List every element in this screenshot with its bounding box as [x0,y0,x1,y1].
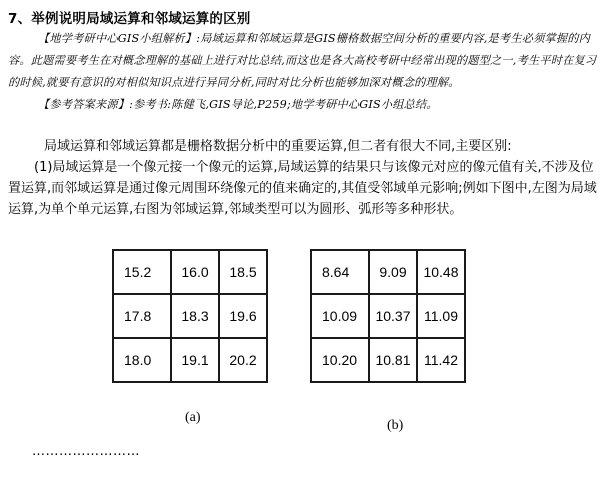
grid-cell: 20.2 [219,338,267,382]
grid-cell: 9.09 [369,250,417,294]
answer-intro: 局域运算和邻域运算都是栅格数据分析中的重要运算,但二者有很大不同,主要区别: [44,139,512,154]
figure-b-grid [310,249,466,383]
grid-row [113,250,267,294]
grid-cell: 8.64 [311,250,369,294]
grid-cell: 11.09 [417,294,465,338]
grid-cell: 18.5 [219,250,267,294]
analysis-label: 【地学考研中心GIS小组解析】: [38,32,201,45]
analysis-text: 局域运算和邻域运算是GIS栅格数据空间分析的重要内容,是考生必须掌握的内容。此题需要考生在对概念理解的基础上进行对比总结,而这也是各大高校考研中经常出现的题型之一,考生平时在复习的时候,就要有意识的对相似知识点进行异同分析,同时对比分析也能够加深对概念的理解。 [8,32,597,89]
grid-cell: 10.20 [311,338,369,382]
grid-cell: 17.8 [113,294,171,338]
figure-a-caption: (a) [185,410,201,425]
refs-text: 参考书:陈健飞,GIS导论,P259;地学考研中心GIS小组总结。 [133,98,438,111]
grid-cell: 19.1 [171,338,219,382]
grid-row [113,338,267,382]
grid-cell: 16.0 [171,250,219,294]
grid-cell: 19.6 [219,294,267,338]
grid-row [311,250,465,294]
grid-cell: 10.37 [369,294,417,338]
refs-label: 【参考答案来源】: [38,98,134,111]
question-title: 7、举例说明局域运算和邻域运算的区别 [8,11,251,27]
grid-cell: 10.81 [369,338,417,382]
grid-cell: 18.3 [171,294,219,338]
grid-cell: 11.42 [417,338,465,382]
answer-paragraph [8,136,606,220]
grid-cell: 10.48 [417,250,465,294]
grid-cell: 10.09 [311,294,369,338]
analysis-paragraph [8,28,606,116]
figure-b-caption: (b) [387,418,404,433]
figure-a-grid [112,249,268,383]
grid-row [311,294,465,338]
continuation-dots: …………………… [32,444,140,459]
answer-point-1: (1)局域运算是一个像元接一个像元的运算,局域运算的结果只与该像元对应的像元值有关,不涉及位置运算,而邻域运算是通过像元周围环绕像元的值来确定的,其值受邻域单元影响;例如下图中,左图为局域运算,为单个单元运算,右图为邻域运算,邻域类型可以为圆形、弧形等多种形状。 [8,160,597,217]
grid-cell: 15.2 [113,250,171,294]
grid-row [311,338,465,382]
grid-cell: 18.0 [113,338,171,382]
grid-row [113,294,267,338]
